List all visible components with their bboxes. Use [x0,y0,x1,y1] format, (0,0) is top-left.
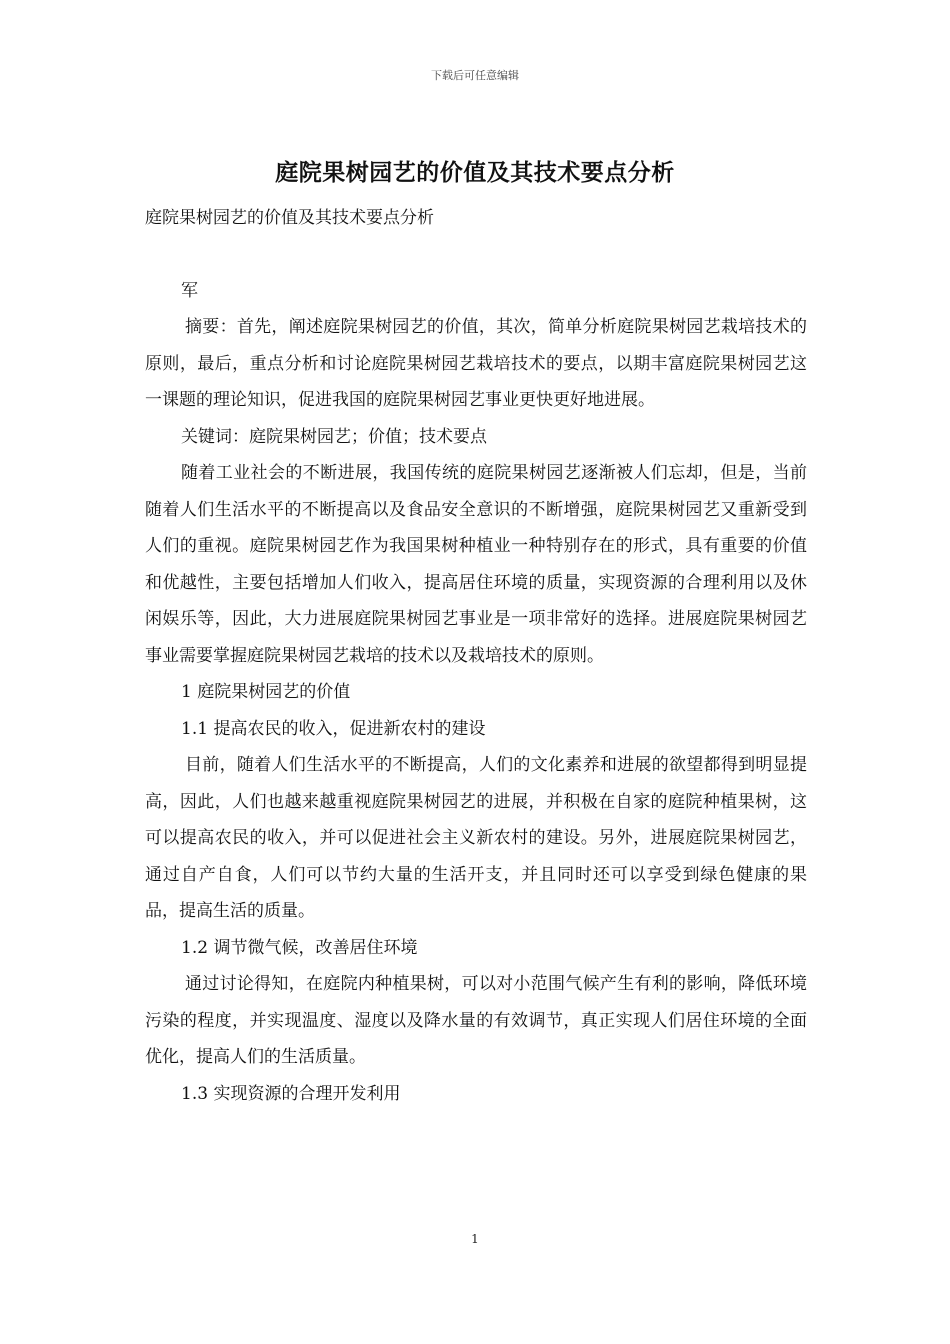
section-1-heading: 1 庭院果树园艺的价值 [181,682,351,702]
blank-line [145,237,807,273]
keywords-line: 关键词：庭院果树园艺；价值；技术要点 [181,426,487,447]
section-1-2-paragraph: 通过讨论得知，在庭院内种植果树，可以对小范围气候产生有利的影响，降低环境污染的程度，并实现温度、湿度以及降水量的有效调节，真正实现人们居住环境的全面优化，提高人们的生活质量。 [145,974,807,1067]
section-1-1-paragraph: 目前，随着人们生活水平的不断提高，人们的文化素养和进展的欲望都得到明显提高，因此，人们也越来越重视庭院果树园艺的进展，并积极在自家的庭院种植果树，这可以提高农民的收入，并可以促进社会主义新农村的建设。另外，进展庭院果树园艺，通过自产自食，人们可以节约大量的生活开支，并且同时还可以享受到绿色健康的果品，提高生活的质量。 [145,755,807,921]
section-1-2-heading: 1.2 调节微气候，改善居住环境 [181,937,418,958]
author: 军 [181,280,198,301]
header-note: 下载后可任意编辑 [431,69,519,82]
page-number: 1 [471,1232,479,1246]
intro-paragraph: 随着工业社会的不断进展，我国传统的庭院果树园艺逐渐被人们忘却，但是，当前随着人们生活水平的不断提高以及食品安全意识的不断增强，庭院果树园艺又重新受到人们的重视。庭院果树园艺作为我国果树种植业一种特别存在的形式，具有重要的价值和优越性，主要包括增加人们收入，提高居住环境的质量，实现资源的合理利用以及休闲娱乐等，因此，大力进展庭院果树园艺事业是一项非常好的选择。进展庭院果树园艺事业需要掌握庭院果树园艺栽培的技术以及栽培技术的原则。 [145,463,807,666]
document-body [145,200,807,1112]
document-title: 庭院果树园艺的价值及其技术要点分析 [275,159,675,186]
section-1-3-heading: 1.3 实现资源的合理开发利用 [181,1083,401,1104]
abstract-paragraph: 摘要：首先，阐述庭院果树园艺的价值，其次，简单分析庭院果树园艺栽培技术的原则，最后，重点分析和讨论庭院果树园艺栽培技术的要点，以期丰富庭院果树园艺这一课题的理论知识，促进我国的庭院果树园艺事业更快更好地进展。 [145,317,807,410]
section-1-1-heading: 1.1 提高农民的收入，促进新农村的建设 [181,718,486,739]
subtitle: 庭院果树园艺的价值及其技术要点分析 [145,208,434,228]
